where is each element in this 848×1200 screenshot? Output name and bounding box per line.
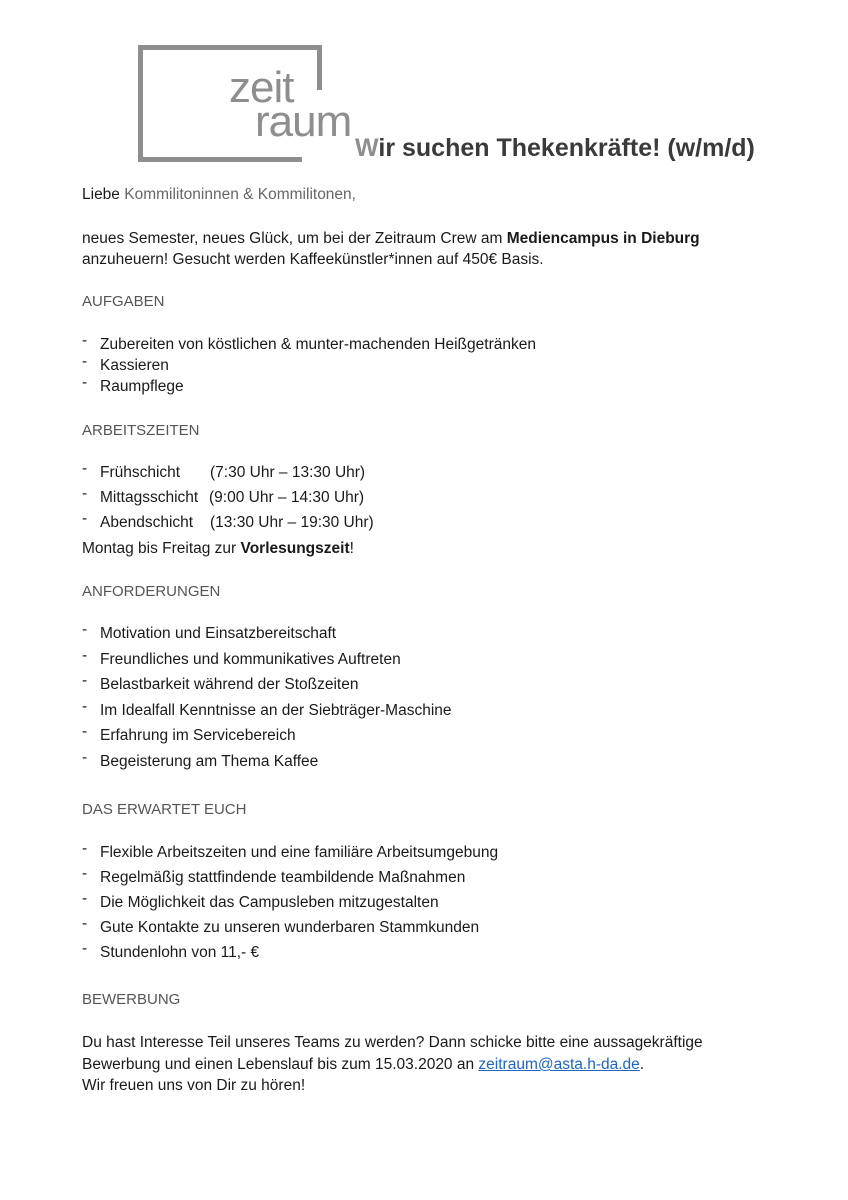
- section-heading-bewerbung: BEWERBUNG: [82, 991, 181, 1008]
- greeting: Liebe Kommilitoninnen & Kommilitonen,: [82, 186, 356, 203]
- title-rest: ir suchen Thekenkräfte! (w/m/d): [378, 134, 755, 162]
- list-item: Kassieren: [100, 357, 169, 374]
- list-item: Im Idealfall Kenntnisse an der Siebträger-Maschine: [100, 702, 452, 719]
- list-item: Die Möglichkeit das Campusleben mitzugestalten: [100, 894, 439, 911]
- list-item: Regelmäßig stattfindende teambildende Maßnahmen: [100, 869, 466, 886]
- intro-line-2: anzuheuern! Gesucht werden Kaffeekünstler*innen auf 450€ Basis.: [82, 251, 544, 268]
- list-item: Motivation und Einsatzbereitschaft: [100, 625, 337, 642]
- application-line-3: Wir freuen uns von Dir zu hören!: [82, 1077, 306, 1094]
- section-heading-arbeitszeiten: ARBEITSZEITEN: [82, 422, 200, 439]
- shift-row: Abendschicht (13:30 Uhr – 19:30 Uhr): [100, 514, 374, 531]
- page-title: [355, 134, 755, 163]
- list-item: Erfahrung im Servicebereich: [100, 727, 296, 744]
- section-heading-aufgaben: AUFGABEN: [82, 293, 165, 310]
- list-item: Stundenlohn von 11,- €: [100, 944, 260, 961]
- application-line-1: Du hast Interesse Teil unseres Teams zu werden? Dann schicke bitte eine aussagekräftige: [82, 1034, 703, 1051]
- list-item: Gute Kontakte zu unseren wunderbaren Stammkunden: [100, 919, 480, 936]
- list-item: Begeisterung am Thema Kaffee: [100, 753, 319, 770]
- title-first-letter: W: [355, 134, 379, 162]
- email-link[interactable]: zeitraum@asta.h-da.de: [478, 1056, 640, 1073]
- list-item: Flexible Arbeitszeiten und eine familiäre Arbeitsumgebung: [100, 844, 499, 861]
- list-item: Raumpflege: [100, 378, 184, 395]
- shift-row: Frühschicht (7:30 Uhr – 13:30 Uhr): [100, 464, 366, 481]
- list-item: Freundliches und kommunikatives Auftreten: [100, 651, 401, 668]
- application-line-2: Bewerbung und einen Lebenslauf bis zum 15.03.2020 an zeitraum@asta.h-da.de.: [82, 1056, 645, 1073]
- shift-row: Mittagsschicht (9:00 Uhr – 14:30 Uhr): [100, 489, 365, 506]
- intro-line-1: neues Semester, neues Glück, um bei der Zeitraum Crew am Mediencampus in Dieburg: [82, 230, 700, 247]
- logo-word-raum: raum: [255, 97, 352, 146]
- section-heading-anforderungen: ANFORDERUNGEN: [82, 583, 221, 600]
- section-heading-erwartet: DAS ERWARTET EUCH: [82, 801, 247, 818]
- schedule-note: Montag bis Freitag zur Vorlesungszeit!: [82, 540, 354, 557]
- list-item: Belastbarkeit während der Stoßzeiten: [100, 676, 359, 693]
- logo-word-zeit: zeit: [229, 63, 294, 112]
- list-item: Zubereiten von köstlichen & munter-machenden Heißgetränken: [100, 336, 536, 353]
